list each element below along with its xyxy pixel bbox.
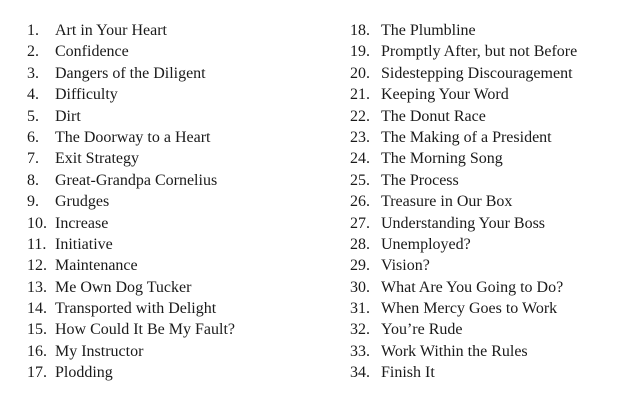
toc-entry bbox=[350, 234, 577, 255]
toc-entry-title: Art in Your Heart bbox=[55, 22, 167, 39]
toc-entry bbox=[27, 127, 235, 148]
toc-entry-title: You’re Rude bbox=[381, 321, 463, 339]
toc-entry bbox=[350, 148, 577, 169]
toc-entry bbox=[27, 255, 235, 276]
toc-entry-title: Dirt bbox=[55, 107, 81, 125]
toc-entry-number: 16. bbox=[27, 342, 47, 360]
toc-entry bbox=[350, 319, 577, 340]
toc-entry-number: 14. bbox=[27, 300, 47, 318]
toc-entry bbox=[350, 170, 577, 191]
toc-entry-title: Confidence bbox=[55, 43, 129, 61]
toc-entry-title: Initiative bbox=[55, 235, 113, 253]
toc-entry-number: 15. bbox=[27, 321, 47, 339]
toc-entry-title: Difficulty bbox=[55, 86, 118, 104]
toc-entry-number: 1. bbox=[27, 22, 39, 39]
toc-entry-title: Increase bbox=[55, 214, 109, 232]
toc-entry-title: When Mercy Goes to Work bbox=[381, 300, 558, 318]
toc-entry-number: 8. bbox=[27, 171, 39, 189]
toc-entry-number: 5. bbox=[27, 107, 39, 125]
toc-entry-title: Great-Grandpa Cornelius bbox=[55, 171, 218, 189]
toc-entry-number: 19. bbox=[350, 43, 370, 61]
toc-entry bbox=[350, 213, 577, 234]
toc-entry bbox=[27, 84, 235, 105]
toc-entry-title: Dangers of the Diligent bbox=[55, 64, 206, 82]
toc-entry bbox=[27, 148, 235, 169]
toc-left-column bbox=[27, 20, 235, 384]
toc-entry bbox=[27, 341, 235, 362]
toc-entry-title: Sidestepping Discouragement bbox=[381, 64, 573, 82]
toc-entry-number: 21. bbox=[350, 86, 370, 104]
toc-entry-title: The Doorway to a Heart bbox=[55, 128, 211, 146]
toc-entry-title: Treasure in Our Box bbox=[381, 193, 513, 211]
toc-entry-number: 13. bbox=[27, 278, 47, 296]
toc-entry-number: 29. bbox=[350, 257, 370, 275]
toc-entry-title: Vision? bbox=[381, 257, 430, 275]
toc-entry-title: Understanding Your Boss bbox=[381, 214, 546, 232]
toc-entry-title: The Morning Song bbox=[381, 150, 503, 168]
toc-entry-title: Transported with Delight bbox=[55, 300, 217, 318]
toc-entry bbox=[350, 84, 577, 105]
toc-entry-number: 33. bbox=[350, 342, 370, 360]
toc-entry bbox=[350, 341, 577, 362]
toc-entry bbox=[27, 277, 235, 298]
toc-entry bbox=[350, 106, 577, 127]
toc-entry bbox=[350, 255, 577, 276]
toc-entry bbox=[27, 20, 235, 41]
toc-entry-number: 18. bbox=[350, 22, 370, 39]
toc-entry-title: Finish It bbox=[381, 364, 435, 382]
toc-entry-number: 4. bbox=[27, 86, 39, 104]
toc-entry-number: 28. bbox=[350, 235, 370, 253]
toc-entry-title: My Instructor bbox=[55, 342, 144, 360]
toc-entry-title: Unemployed? bbox=[381, 235, 471, 253]
toc-entry-title: The Process bbox=[381, 171, 459, 189]
toc-entry-number: 7. bbox=[27, 150, 39, 168]
toc-entry-title: The Making of a President bbox=[381, 128, 552, 146]
toc-entry-number: 3. bbox=[27, 64, 39, 82]
toc-entry bbox=[27, 191, 235, 212]
toc-entry-title: Plodding bbox=[55, 364, 113, 382]
toc-entry bbox=[27, 170, 235, 191]
toc-entry-number: 22. bbox=[350, 107, 370, 125]
toc-entry bbox=[350, 41, 577, 62]
toc-entry-number: 20. bbox=[350, 64, 370, 82]
toc-entry-number: 12. bbox=[27, 257, 47, 275]
toc-entry bbox=[350, 298, 577, 319]
toc-entry bbox=[27, 234, 235, 255]
toc-entry bbox=[350, 191, 577, 212]
toc-entry-number: 23. bbox=[350, 128, 370, 146]
toc-entry bbox=[27, 319, 235, 340]
toc-entry bbox=[350, 63, 577, 84]
toc-entry bbox=[27, 63, 235, 84]
toc-entry-number: 10. bbox=[27, 214, 47, 232]
toc-entry-title: Grudges bbox=[55, 193, 110, 211]
toc-entry-number: 34. bbox=[350, 364, 370, 382]
toc-entry-title: What Are You Going to Do? bbox=[381, 278, 564, 296]
toc-entry-title: How Could It Be My Fault? bbox=[55, 321, 235, 339]
toc-entry bbox=[350, 20, 577, 41]
toc-entry-number: 6. bbox=[27, 128, 39, 146]
toc-entry-number: 2. bbox=[27, 43, 39, 61]
toc-right-column bbox=[350, 20, 577, 384]
toc-entry bbox=[27, 41, 235, 62]
toc-entry-title: Promptly After, but not Before bbox=[381, 43, 578, 61]
toc-entry-number: 9. bbox=[27, 193, 39, 211]
toc-entry-number: 31. bbox=[350, 300, 370, 318]
toc-entry-title: Maintenance bbox=[55, 257, 138, 275]
toc-entry-number: 25. bbox=[350, 171, 370, 189]
toc-entry-number: 32. bbox=[350, 321, 370, 339]
toc-entry-title: Exit Strategy bbox=[55, 150, 139, 168]
toc-entry-title: The Plumbline bbox=[381, 22, 476, 39]
toc-entry-number: 27. bbox=[350, 214, 370, 232]
toc-entry bbox=[27, 298, 235, 319]
toc-entry bbox=[350, 127, 577, 148]
toc-entry-title: Work Within the Rules bbox=[381, 342, 528, 360]
toc-entry bbox=[350, 362, 577, 383]
toc-entry-number: 17. bbox=[27, 364, 47, 382]
toc-entry bbox=[27, 213, 235, 234]
toc-entry-title: Me Own Dog Tucker bbox=[55, 278, 192, 296]
toc-entry bbox=[350, 277, 577, 298]
toc-entry-number: 26. bbox=[350, 193, 370, 211]
toc-entry-title: Keeping Your Word bbox=[381, 86, 509, 104]
toc-entry bbox=[27, 362, 235, 383]
toc-entry-title: The Donut Race bbox=[381, 107, 486, 125]
toc-entry bbox=[27, 106, 235, 127]
toc-entry-number: 30. bbox=[350, 278, 370, 296]
toc-entry-number: 11. bbox=[27, 235, 47, 253]
toc-entry-number: 24. bbox=[350, 150, 370, 168]
